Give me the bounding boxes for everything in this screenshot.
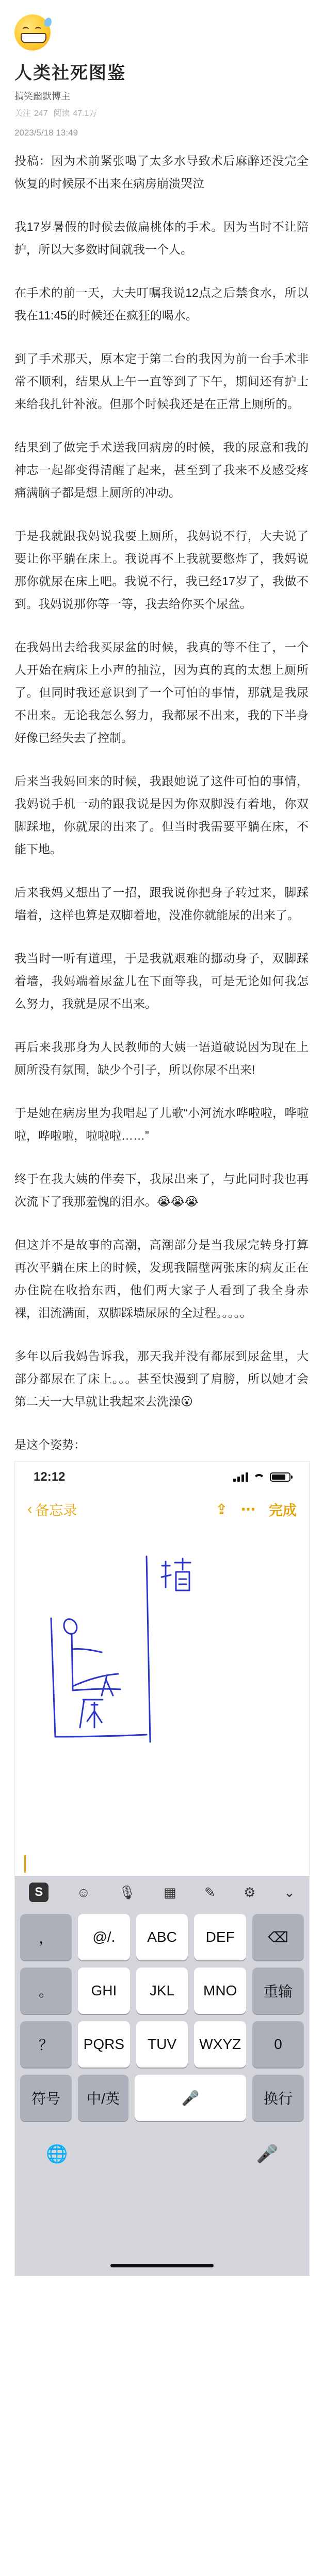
share-icon[interactable]: ⇪ — [215, 1501, 228, 1517]
key-pqrs[interactable]: PQRS — [78, 2021, 130, 2067]
paragraph: 终于在我大姨的伴奏下，我尿出来了，与此同时我也再次流下了我那羞愧的泪水。😭😭😭 — [14, 1172, 309, 1208]
read-label: 阅读 — [53, 109, 70, 118]
notes-nav-bar — [15, 1493, 309, 1526]
key-symbols[interactable]: 符号 — [20, 2075, 72, 2121]
key-newline[interactable]: 换行 — [252, 2075, 304, 2121]
key-backspace[interactable]: ⌫ — [252, 1914, 304, 1960]
paragraph: 我17岁暑假的时候去做扁桃体的手术。因为当时不让陪护，所以大多数时间就我一个人。 — [14, 220, 309, 256]
signal-icon — [233, 1472, 248, 1482]
key-zero[interactable]: 0 — [252, 2021, 304, 2067]
wifi-icon — [253, 1473, 265, 1481]
key-ghi[interactable]: GHI — [78, 1968, 130, 2014]
more-icon[interactable]: ⋯ — [241, 1501, 255, 1517]
key-reset[interactable]: 重输 — [252, 1968, 304, 2014]
article-meta — [14, 107, 309, 118]
home-indicator — [110, 2264, 214, 2267]
status-time: 12:12 — [34, 1470, 66, 1484]
paragraph: 但这并不是故事的高潮，高潮部分是当我尿完转身打算再次平躺在床上的时候，发现我隔壁两张床的病友正在办住院在收拾东西，他们两大家子人看到了我全身赤裸，泪流满面，双脚踩墙尿尿的全过程。。。。。 — [14, 1238, 309, 1319]
publish-date: 2023/5/18 13:49 — [14, 128, 78, 138]
follow-count: 247 — [34, 109, 48, 118]
key-space[interactable]: 🎤 — [135, 2075, 246, 2121]
mic-icon[interactable]: 🎙 — [118, 1884, 136, 1900]
article-title: 人类社死图鉴 — [14, 63, 126, 83]
paragraph: 后来当我妈回来的时候，我跟她说了这件可怕的事情，我妈说手机一动的跟我说是因为你双脚没有着地，你双脚踩地，你就尿的出来了。但当时我需要平躺在床，不能下地。 — [14, 774, 309, 856]
paragraph: 投稿：因为术前紧张喝了太多水导致术后麻醉还没完全恢复的时候尿不出来在病房崩溃哭泣 — [14, 154, 309, 190]
paragraph: 在手术的前一天，大夫叮嘱我说12点之后禁食水，所以我在11:45的时候还在疯狂的喝水。 — [14, 286, 309, 322]
key-at-symbols[interactable]: @/. — [78, 1914, 130, 1960]
phone-status-bar — [15, 1462, 309, 1493]
paragraph: 再后来我那身为人民教师的大姨一语道破说因为现在上厕所没有氛围，缺少个引子，所以你尿不出来! — [14, 1040, 309, 1076]
paragraph: 到了手术那天，原本定于第二台的我因为前一台手术非常不顺利，结果从上午一直等到了下午，期间还有护士来给我扎针补液。但那个时候我还是在正常上厕所的。 — [14, 352, 309, 411]
sogou-logo-icon[interactable]: S — [29, 1883, 49, 1902]
settings-icon[interactable]: ⚙ — [244, 1884, 256, 1900]
back-label: 备忘录 — [35, 1502, 77, 1518]
clipboard-icon[interactable]: ▦ — [164, 1884, 176, 1900]
text-cursor — [24, 1855, 26, 1873]
embedded-phone-screenshot — [14, 1461, 310, 2276]
grimace-emoji-icon — [14, 14, 51, 50]
key-lang-switch[interactable]: 中/英 — [78, 2075, 128, 2121]
article-header — [0, 0, 323, 138]
back-button[interactable] — [27, 1499, 77, 1519]
key-row-3 — [20, 2021, 304, 2067]
emoji-icon[interactable]: ☺ — [76, 1884, 91, 1900]
key-question[interactable]: ？ — [20, 2021, 72, 2067]
paragraph: 在我妈出去给我买尿盆的时候，我真的等不住了，一个人开始在病床上小声的抽泣，因为真的真的太想上厕所了。但同时我还意识到了一个可怕的事情，那就是我尿不出来。无论我怎么努力，我都尿不出来，我的下半身好像已经失去了控制。 — [14, 640, 309, 744]
paragraph: 我当时一听有道理，于是我就艰难的挪动身子，双脚踩着墙，我妈端着尿盆儿在下面等我，可是无论如何我怎么努力，我就是尿不出来。 — [14, 952, 309, 1010]
hide-keyboard-icon[interactable]: ⌄ — [283, 1884, 295, 1900]
battery-icon — [270, 1472, 290, 1482]
paragraph: 结果到了做完手术送我回病房的时候，我的尿意和我的神志一起都变得清醒了起来，甚至到了我来不及感受疼痛满脑子都是想上厕所的冲动。 — [14, 440, 309, 499]
keyboard-bottom-bar — [15, 2128, 309, 2164]
key-row-4 — [20, 2075, 304, 2121]
key-def[interactable]: DEF — [194, 1914, 246, 1960]
nav-actions — [216, 1499, 297, 1519]
key-tuv[interactable]: TUV — [136, 2021, 188, 2067]
paragraph: 后来我妈又想出了一招，跟我说你把身子转过来，脚踩墙着，这样也算是双脚着地，没准你就能尿的出来了。 — [14, 886, 309, 922]
article-body — [0, 149, 323, 1456]
key-row-2 — [20, 1968, 304, 2014]
follow-label: 关注 — [14, 109, 31, 118]
keyboard-keys — [15, 1909, 309, 2121]
key-comma[interactable]: ， — [20, 1914, 72, 1960]
paragraph: 多年以后我妈告诉我，那天我并没有都尿到尿盆里，大部分都尿在了床上。。。甚至快漫到了肩膀，所以她才会第二天一大早就让我起来去洗澡😮 — [14, 1349, 309, 1408]
keyboard-toolbar — [15, 1876, 309, 1909]
paragraph: 于是我就跟我妈说我要上厕所，我妈说不行，大夫说了要让你平躺在床上。我说再不上我就要憋炸了，我妈说那你就尿在床上吧。我说不行，我已经17岁了，我做不到。我妈说那你等一等，我去给你买个尿盆。 — [14, 529, 309, 611]
key-mno[interactable]: MNO — [194, 1968, 246, 2014]
globe-icon[interactable]: 🌐 — [46, 2144, 68, 2164]
hand-drawing-sketch — [15, 1526, 309, 1876]
key-abc[interactable]: ABC — [136, 1914, 188, 1960]
read-count: 47.1万 — [73, 109, 98, 118]
key-jkl[interactable]: JKL — [136, 1968, 188, 2014]
key-period[interactable]: 。 — [20, 1968, 72, 2014]
key-row-1 — [20, 1914, 304, 1960]
paragraph: 于是她在病房里为我唱起了儿歌“小河流水哗啦啦，哗啦啦，哗啦啦，啦啦啦……” — [14, 1106, 309, 1142]
ime-keyboard — [15, 1876, 309, 2276]
drawing-canvas[interactable] — [15, 1526, 309, 1876]
dictation-icon[interactable]: 🎤 — [256, 2144, 278, 2164]
author-name[interactable]: 搞笑幽默博主 — [14, 91, 70, 101]
done-button[interactable]: 完成 — [269, 1502, 297, 1518]
chevron-left-icon: ‹ — [27, 1501, 33, 1517]
key-wxyz[interactable]: WXYZ — [194, 2021, 246, 2067]
paragraph: 是这个姿势： — [14, 1438, 86, 1451]
status-icons — [233, 1472, 290, 1482]
skin-icon[interactable]: ✎ — [204, 1884, 216, 1900]
